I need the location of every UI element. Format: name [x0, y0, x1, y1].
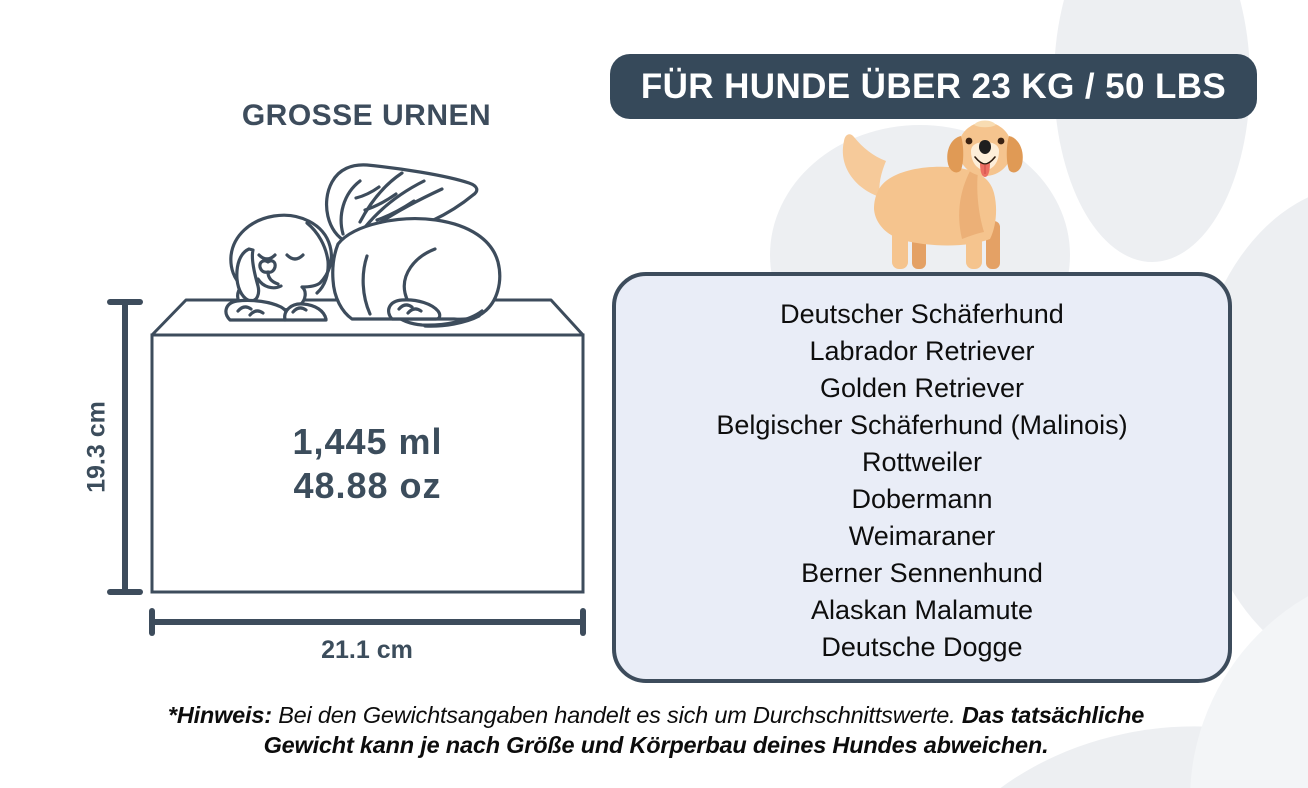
golden-retriever-illustration	[820, 113, 1080, 275]
page-title: GROSSE URNEN	[241, 99, 492, 132]
breed-list-item: Labrador Retriever	[809, 336, 1035, 366]
footnote	[165, 701, 1147, 760]
breed-list	[612, 272, 1232, 683]
urn-volume-oz: 48.88 oz	[293, 465, 442, 506]
width-dimension-label: 21.1 cm	[321, 636, 413, 664]
footnote-suffix: Das tatsächliche Gewicht kann je nach Größe und Körperbau deines Hundes abweichen.	[263, 702, 1145, 758]
footnote-prefix: *Hinweis:	[167, 702, 272, 728]
height-dimension-label: 19.3 cm	[82, 401, 111, 493]
breed-list-item: Golden Retriever	[819, 373, 1025, 403]
breed-list-item: Alaskan Malamute	[810, 595, 1034, 625]
urn-volume	[152, 420, 583, 508]
breed-list-item: Berner Sennenhund	[801, 558, 1043, 588]
footnote-middle: Bei den Gewichtsangaben handelt es sich um Durchschnittswerte.	[271, 702, 962, 728]
breed-list-item: Deutscher Schäferhund	[780, 299, 1064, 329]
breed-list-item: Dobermann	[851, 484, 993, 514]
breed-list-item: Rottweiler	[861, 447, 983, 477]
breed-list-item: Weimaraner	[848, 521, 996, 551]
breed-list-item: Belgischer Schäferhund (Malinois)	[716, 410, 1128, 440]
weight-class-banner: FÜR HUNDE ÜBER 23 KG / 50 LBS	[610, 54, 1257, 119]
urn-volume-ml: 1,445 ml	[292, 421, 443, 462]
breed-list-item: Deutsche Dogge	[821, 632, 1023, 662]
